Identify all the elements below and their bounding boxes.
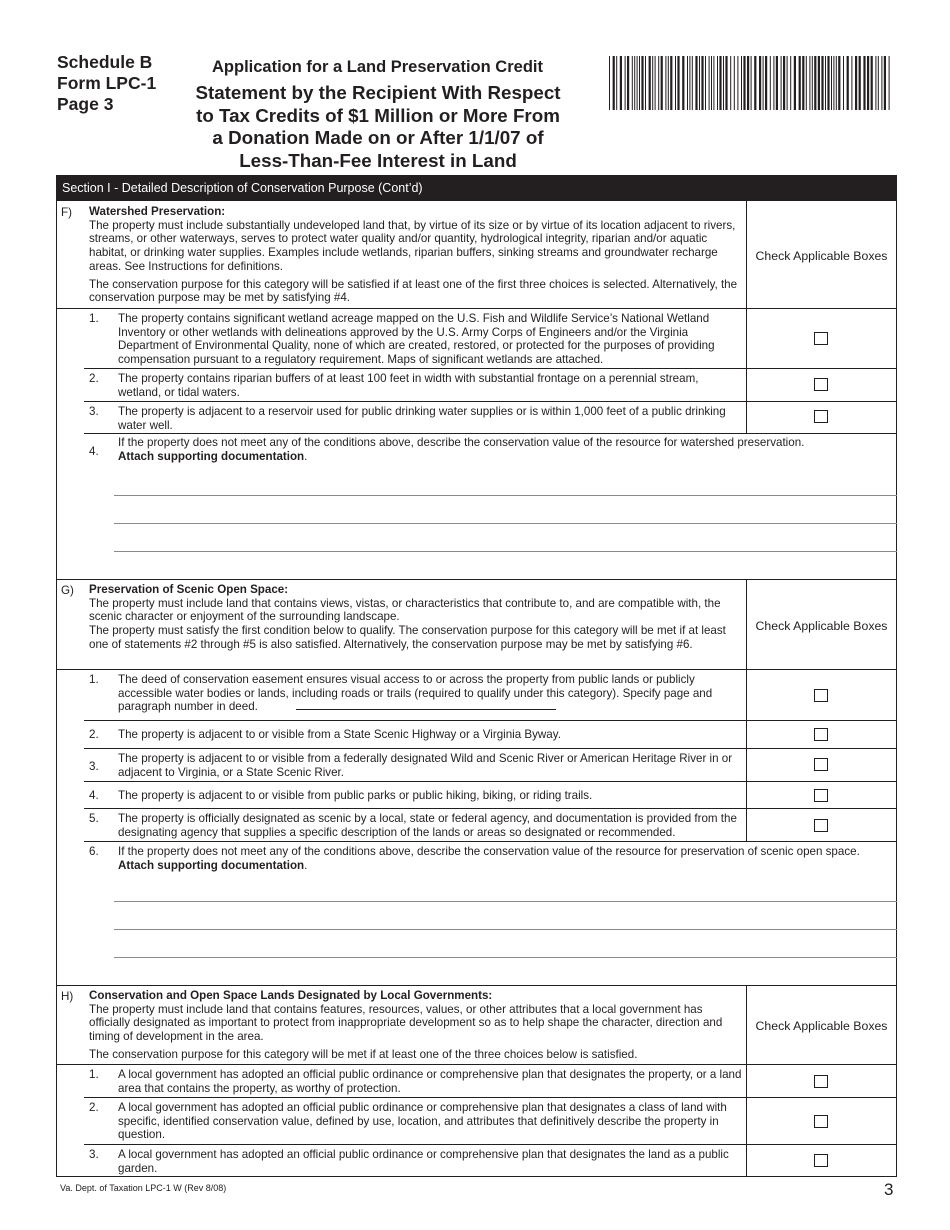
- item-text: The deed of conservation easement ensures visual access to or across the property from public lands or publicly accessible water bodies or lands, including roads or trails (required to qualify under this category). Specify page and paragraph number in deed.: [118, 673, 713, 714]
- item-text: The property is adjacent to or visible from public parks or public hiking, biking, or riding trails.: [118, 789, 593, 802]
- divider: [84, 1097, 897, 1098]
- check-column-divider: [746, 985, 747, 1176]
- section-h-letter: H): [61, 990, 74, 1003]
- item-number: 5.: [89, 812, 99, 825]
- section-h-intro: The property must include land that contains features, resources, values, or other attributes that a local government has officially designated as important to protect from inappropriate development so as to help shape the character, direction and timing of development in the area.: [89, 1002, 723, 1044]
- divider: [56, 579, 897, 580]
- page-number: 3: [884, 1180, 894, 1199]
- section-f-letter: F): [61, 206, 72, 219]
- checkbox-g2[interactable]: [814, 728, 828, 741]
- checkbox-g3[interactable]: [814, 758, 828, 771]
- check-column-divider: [746, 201, 747, 433]
- page-label: Page 3: [57, 94, 114, 114]
- section-h-text: [89, 989, 741, 1062]
- checkbox-f2[interactable]: [814, 378, 828, 391]
- writing-line[interactable]: [114, 495, 897, 496]
- checkbox-g5[interactable]: [814, 819, 828, 832]
- form-revision-footer: Va. Dept. of Taxation LPC-1 W (Rev 8/08): [60, 1183, 227, 1193]
- section-f-intro: The property must include substantially undeveloped land that, by virtue of its size or by virtue of its location adjacent to rivers, streams, or other waterways, serves to protect water quality and/or quantity, hydrological integrity, riparian and/or aquatic habitat, or drinking water supplies. Examples include wetlands, riparian buffers, sinking streams and groundwater recharge areas. See Instructions for definitions.: [89, 218, 736, 273]
- checkbox-h3[interactable]: [814, 1154, 828, 1167]
- section-g-intro2: The property must satisfy the first condition below to qualify. The conservation purpose for this category will be met if at least one of statements #2 through #5 is also satisfied. Alternatively, the conservation purpose may be met by satisfying #6.: [89, 624, 726, 651]
- divider: [56, 1064, 897, 1065]
- divider: [56, 669, 897, 670]
- check-applicable-label: Check Applicable Boxes: [755, 1019, 888, 1033]
- checkbox-f3[interactable]: [814, 410, 828, 423]
- writing-line[interactable]: [114, 957, 897, 958]
- title-line-1: Statement by the Recipient With Respect: [195, 82, 561, 103]
- section-g-text: [89, 583, 741, 652]
- item-number: 6.: [89, 845, 99, 858]
- item-number: 3.: [89, 1148, 99, 1161]
- section-g-heading: Preservation of Scenic Open Space:: [89, 583, 289, 596]
- form-title: [176, 82, 580, 172]
- divider: [84, 781, 897, 782]
- item-number: 1.: [89, 312, 99, 325]
- checkbox-g1[interactable]: [814, 689, 828, 702]
- item-text: The property is adjacent to a reservoir used for public drinking water supplies or is within 1,000 feet of a public drinking water well.: [118, 405, 726, 432]
- item-number: 2.: [89, 372, 99, 385]
- form-name: Form LPC-1: [57, 73, 157, 93]
- item-text: A local government has adopted an official public ordinance or comprehensive plan that designates the land as a public garden.: [118, 1148, 729, 1175]
- item-number: 1.: [89, 1068, 99, 1081]
- deed-page-paragraph-field[interactable]: [296, 709, 556, 710]
- divider: [84, 720, 897, 721]
- check-applicable-label: Check Applicable Boxes: [755, 249, 888, 263]
- writing-line[interactable]: [114, 901, 897, 902]
- attach-documentation-note: Attach supporting documentation: [118, 449, 305, 463]
- divider: [84, 748, 897, 749]
- checkbox-f1[interactable]: [814, 332, 828, 345]
- writing-line[interactable]: [114, 551, 897, 552]
- section-h-intro2: The conservation purpose for this category will be met if at least one of the three choices below is satisfied.: [89, 1047, 638, 1061]
- item-text-main: If the property does not meet any of the conditions above, describe the conservation value of the resource for watershed preservation.: [118, 436, 805, 449]
- checkbox-g4[interactable]: [814, 789, 828, 802]
- item-number: 3.: [89, 405, 99, 418]
- item-text: [118, 436, 890, 463]
- schedule-name: Schedule B: [57, 52, 153, 72]
- item-number: 3.: [89, 760, 99, 773]
- checkbox-h2[interactable]: [814, 1115, 828, 1128]
- title-line-3: a Donation Made on or After 1/1/07 of: [212, 127, 544, 148]
- checkbox-h1[interactable]: [814, 1075, 828, 1088]
- schedule-label: [57, 52, 156, 115]
- barcode-icon: [609, 56, 893, 110]
- item-text: The property contains significant wetland acreage mapped on the U.S. Fish and Wildlife Service’s National Wetland Inventory or other wetlands with delineations approved by the U.S. Army Corps of Engineers and/or the Virginia Department of Environmental Quality, none of which are created, restored, or protected for the purposes of providing compensation pursuant to a regulatory requirement. Maps of significant wetlands are attached.: [118, 312, 715, 367]
- section-g-letter: G): [61, 584, 74, 597]
- item-number: 4.: [89, 445, 99, 458]
- item-text: The property is adjacent to or visible from a State Scenic Highway or a Virginia Byway.: [118, 728, 561, 741]
- section-g-intro: The property must include land that contains views, vistas, or characteristics that contribute to, and are compatible with, the scenic character or enjoyment of the surrounding landscape.: [89, 596, 721, 624]
- item-number: 1.: [89, 673, 99, 686]
- divider: [84, 841, 897, 842]
- table-right-border: [896, 201, 897, 1176]
- item-text: The property is officially designated as scenic by a local, state or federal agency, and documentation is provided from the designating agency that supplies a specific description of the lands or areas so designated or recommended.: [118, 812, 737, 839]
- section-f-text: [89, 205, 741, 305]
- divider: [56, 308, 897, 309]
- table-bottom-border: [56, 1176, 897, 1177]
- item-text: [118, 845, 894, 872]
- section-h-heading: Conservation and Open Space Lands Designated by Local Governments:: [89, 989, 493, 1002]
- divider: [84, 808, 897, 809]
- divider: [84, 433, 897, 434]
- check-applicable-label: Check Applicable Boxes: [755, 619, 888, 633]
- item-number: 4.: [89, 789, 99, 802]
- item-text: A local government has adopted an official public ordinance or comprehensive plan that designates the property, or a land area that contains the property, as worthy of protection.: [118, 1068, 742, 1095]
- item-text: The property contains riparian buffers of at least 100 feet in width with substantial frontage on a perennial stream, wetland, or tidal waters.: [118, 372, 699, 399]
- writing-line[interactable]: [114, 523, 897, 524]
- table-left-border: [56, 201, 57, 1176]
- divider: [56, 985, 897, 986]
- item-number: 2.: [89, 1101, 99, 1114]
- title-line-4: Less-Than-Fee Interest in Land: [239, 149, 517, 171]
- section-f-intro2: The conservation purpose for this category will be satisfied if at least one of the first three choices is selected. Alternatively, the conservation purpose may be met by satisfying #4.: [89, 277, 738, 305]
- punctuation: .: [304, 858, 308, 872]
- divider: [84, 401, 897, 402]
- item-text: A local government has adopted an official public ordinance or comprehensive plan that designates a class of land with specific, identified conservation value, defined by use, location, and attributes that definitively describe the property in question.: [118, 1101, 727, 1142]
- attach-documentation-note: Attach supporting documentation: [118, 858, 305, 872]
- item-text-main: If the property does not meet any of the conditions above, describe the conservation value of the resource for preservation of scenic open space.: [118, 845, 860, 858]
- item-text: The property is adjacent to or visible from a federally designated Wild and Scenic River or American Heritage River in or adjacent to Virginia, or a State Scenic River.: [118, 752, 733, 779]
- title-line-2: to Tax Credits of $1 Million or More From: [196, 104, 560, 126]
- item-number: 2.: [89, 728, 99, 741]
- section-title: Section I - Detailed Description of Conservation Purpose (Cont’d): [56, 175, 897, 201]
- divider: [84, 1144, 897, 1145]
- divider: [84, 368, 897, 369]
- punctuation: .: [304, 449, 308, 463]
- form-subtitle: Application for a Land Preservation Credit: [212, 58, 543, 76]
- writing-line[interactable]: [114, 929, 897, 930]
- section-f-heading: Watershed Preservation:: [89, 205, 226, 218]
